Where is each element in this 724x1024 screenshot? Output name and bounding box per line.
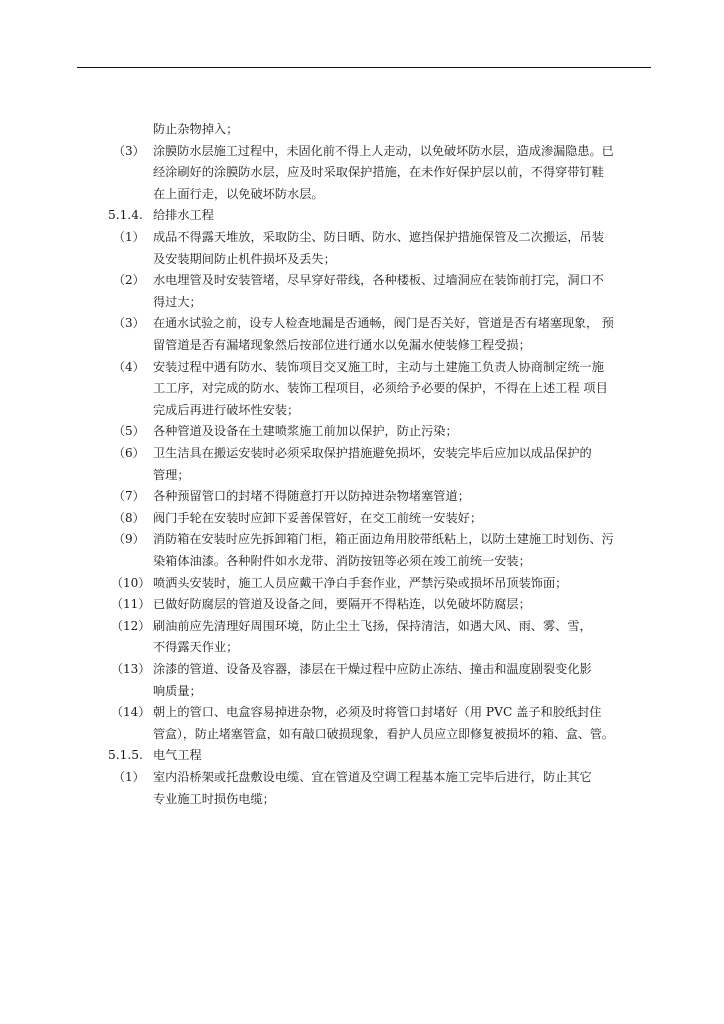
list-item-text: 在通水试验之前，设专人检查地漏是否通畅，阀门是否关好，管道是否有堵塞现象， 预 — [153, 316, 614, 331]
list-item-number: （10） — [111, 575, 151, 590]
paragraph-line: 防止杂物掉入； — [153, 122, 239, 136]
paragraph-line: 管理； — [153, 467, 190, 482]
list-item-text: 各种管道及设备在土建喷浆施工前加以保护，防止污染； — [153, 424, 458, 439]
paragraph-line: 留管道是否有漏堵现象然后按部位进行通水以免漏水使装修工程受损； — [153, 338, 531, 352]
list-item-number: （5） — [113, 424, 145, 439]
section-number: 5.1.5. — [108, 748, 143, 763]
paragraph-line: 及安装期间防止机件损坏及丢失； — [153, 251, 336, 266]
list-item-text: 各种预留管口的封堵不得随意打开以防掉进杂物堵塞管道； — [153, 489, 470, 504]
section-number: 5.1.4. — [108, 208, 143, 223]
list-item-text: 安装过程中遇有防水、装饰项目交叉施工时，主动与土建施工负责人协商制定统一施 — [153, 359, 604, 374]
list-item-text: 室内沿桥架或托盘敷设电缆、宜在管道及空调工程基本施工完毕后进行，防止其它 — [153, 770, 592, 784]
section-heading: 电气工程 — [153, 748, 202, 763]
list-item-text: 成品不得露天堆放，采取防尘、防日晒、防水、遮挡保护措施保管及二次搬运，吊装 — [153, 230, 604, 244]
paragraph-line: 染箱体油漆。各种附件如水龙带、消防按钮等必须在竣工前统一安装； — [153, 554, 531, 568]
paragraph-line: 得过大； — [153, 294, 202, 309]
list-item-text: 消防箱在安装时应先拆卸箱门柜，箱正面边角用胶带纸粘上，以防土建施工时划伤、污 — [153, 532, 614, 547]
list-item-text: 阀门手轮在安装时应卸下妥善保管好，在交工前统一安装好； — [153, 510, 483, 525]
paragraph-line: 管盒），防止堵塞管盒，如有敲口破损现象，看护人员应立即修复被损坏的箱、盒、管。 — [153, 726, 614, 741]
list-item-number: （4） — [113, 359, 145, 374]
list-item-text: 刷油前应先清理好周围环境，防止尘土飞扬，保持清洁，如遇大风、雨、雾、雪， — [153, 618, 592, 633]
list-item-text: 水电埋管及时安装管堵，尽早穿好带线，各种楼板、过墙洞应在装饰前打完，洞口不 — [153, 273, 604, 288]
list-item-number: （12） — [111, 618, 151, 633]
list-item-number: （3） — [113, 316, 145, 331]
list-item-text: 已做好防腐层的管道及设备之间，要隔开不得粘连，以免破坏防腐层； — [153, 597, 531, 612]
paragraph-line: 工工序，对完成的防水、装饰工程项目，必须给予必要的保护，不得在上述工程 项目 — [153, 381, 608, 396]
paragraph-line: 专业施工时损伤电缆； — [153, 791, 275, 806]
list-item-text: 涂漆的管道、设备及容器，漆层在干燥过程中应防止冻结、撞击和温度剧裂变化影 — [153, 662, 592, 676]
list-item-number: （3） — [113, 143, 145, 158]
section-heading: 给排水工程 — [153, 208, 214, 223]
list-item-number: （9） — [113, 532, 145, 547]
list-item-text: 喷洒头安装时，施工人员应戴干净白手套作业，严禁污染或损坏吊顶装饰面； — [153, 575, 568, 590]
header-rule — [77, 67, 651, 68]
paragraph-line: 响质量； — [153, 683, 202, 698]
paragraph-line: 不得露天作业； — [153, 640, 239, 655]
list-item-number: （1） — [113, 770, 145, 784]
paragraph-line: 在上面行走，以免破坏防水层。 — [153, 186, 324, 201]
list-item-text: 朝上的管口、电盒容易掉进杂物，必须及时将管口封堵好（用 PVC 盖子和胶纸封住 — [153, 705, 602, 720]
list-item-number: （8） — [113, 510, 145, 525]
list-item-number: （11） — [111, 597, 151, 612]
list-item-text: 卫生洁具在搬运安装时必须采取保护措施避免损坏，安装完毕后应加以成品保护的 — [153, 446, 592, 460]
list-item-number: （13） — [111, 662, 151, 676]
list-item-text: 涂膜防水层施工过程中，未固化前不得上人走动，以免破坏防水层，造成渗漏隐患。已 — [153, 143, 614, 158]
list-item-number: （14） — [111, 705, 151, 720]
list-item-number: （2） — [113, 273, 145, 288]
list-item-number: （7） — [113, 489, 145, 504]
list-item-number: （1） — [113, 230, 145, 244]
list-item-number: （6） — [113, 446, 145, 460]
paragraph-line: 经涂刷好的涂膜防水层，应及时采取保护措施，在未作好保护层以前，不得穿带钉鞋 — [153, 165, 604, 180]
paragraph-line: 完成后再进行破坏性安装； — [153, 402, 300, 417]
